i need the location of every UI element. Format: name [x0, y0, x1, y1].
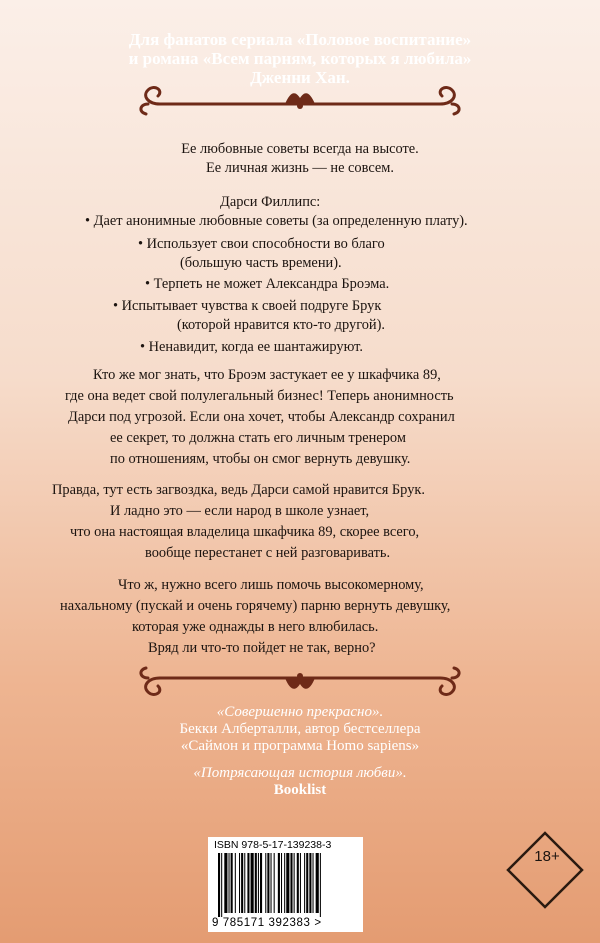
isbn-digits: 9 785171 392383 > [212, 917, 322, 929]
barcode-bar [251, 853, 254, 913]
barcode-bar [290, 853, 292, 913]
barcode-bar [274, 853, 275, 913]
barcode-bar [320, 853, 321, 917]
list-item: (которой нравится кто-то другой). [177, 317, 386, 333]
barcode-bar [309, 853, 311, 913]
age-rating-label: 18+ [534, 848, 560, 865]
list-item: (большую часть времени). [180, 255, 342, 271]
list-title: Дарси Филлипс: [220, 194, 321, 210]
paragraph-line: которая уже однажды в него влюбилась. [132, 619, 379, 635]
barcode-bar [300, 853, 301, 913]
barcode-icon [218, 853, 358, 917]
header-line: Для фанатов сериала «Половое воспитание» [128, 30, 472, 49]
paragraph-line: ее секрет, то должна стать его личным тренером [110, 430, 406, 446]
paragraph-line: по отношениям, чтобы он смог вернуть девушку. [110, 451, 411, 467]
paragraph-line: где она ведет свой полулегальный бизнес! Теперь анонимность [65, 388, 454, 404]
paragraph-line: нахальному (пускай и очень горячему) парню вернуть девушку, [60, 598, 451, 614]
intro-line: Ее личная жизнь — не совсем. [205, 160, 394, 176]
review-author: Бекки Алберталли, автор бестселлера [179, 721, 421, 737]
barcode-bar [284, 853, 285, 913]
paragraph-line: Что ж, нужно всего лишь помочь высокомерному, [118, 577, 424, 593]
list-item: • Терпеть не может Александра Броэма. [145, 276, 390, 292]
barcode-bar [265, 853, 266, 913]
review-quotes [0, 704, 600, 799]
isbn-label: ISBN 978-5-17-139238-3 [214, 839, 332, 851]
barcode-bar [218, 853, 220, 917]
barcode-bar [229, 853, 230, 913]
header-line: и романа «Всем парням, которых я любила» [128, 49, 472, 68]
header-line: Дженни Хан. [250, 68, 350, 87]
list-item: • Использует свои способности во благо [138, 236, 385, 252]
paragraph-line: Правда, тут есть загвоздка, ведь Дарси самой нравится Брук. [52, 482, 425, 498]
paragraph-line: И ладно это — если народ в школе узнает, [110, 503, 370, 519]
barcode-bar [294, 853, 295, 913]
barcode-bar [304, 853, 305, 913]
review-quote: «Совершенно прекрасно». [216, 704, 384, 720]
barcode-bar [221, 853, 222, 917]
paragraph-line: Кто же мог знать, что Броэм застукает ее у шкафчика 89, [93, 367, 441, 383]
barcode-bar [260, 853, 262, 913]
review-author: «Саймон и программа Homo sapiens» [180, 738, 420, 754]
list-item: • Ненавидит, когда ее шантажируют. [140, 339, 363, 355]
barcode-bar [313, 853, 314, 913]
paragraph-line: что она настоящая владелица шкафчика 89, скорее всего, [70, 524, 420, 540]
barcode-bar [244, 853, 245, 913]
ornament-divider-top [0, 84, 600, 120]
barcode-bar [255, 853, 257, 913]
barcode-bar [224, 853, 227, 913]
barcode-bar [235, 853, 236, 913]
barcode-bar [271, 853, 272, 913]
barcode-bar [286, 853, 289, 913]
barcode-bar [267, 853, 269, 913]
list-item: • Дает анонимные любовные советы (за определенную плату). [85, 213, 468, 229]
barcode-bar [316, 853, 319, 913]
ornament-divider-bottom [0, 662, 600, 698]
barcode-bar [258, 853, 259, 913]
paragraph-line: Вряд ли что-то пойдет не так, верно? [148, 640, 376, 656]
barcode-bar [281, 853, 282, 913]
barcode-bar [278, 853, 280, 913]
list-item: • Испытывает чувства к своей подруге Брук [113, 298, 382, 314]
paragraph-line: вообще перестанет с ней разговаривать. [145, 545, 391, 561]
paragraph-line: Дарси под угрозой. Если она хочет, чтобы Александр сохранил [68, 409, 455, 425]
barcode-bar [239, 853, 240, 913]
review-quote: «Потрясающая история любви». [193, 765, 407, 781]
age-rating-badge-icon [505, 830, 585, 910]
isbn-barcode-box [208, 837, 363, 932]
review-source: Booklist [273, 782, 327, 798]
barcode-bar [231, 853, 233, 913]
barcode-bar [297, 853, 299, 913]
barcode-bar [247, 853, 249, 913]
barcode-bar [241, 853, 243, 913]
header-dedication [0, 30, 600, 87]
barcode-bar [306, 853, 308, 913]
intro-line: Ее любовные советы всегда на высоте. [181, 141, 419, 157]
